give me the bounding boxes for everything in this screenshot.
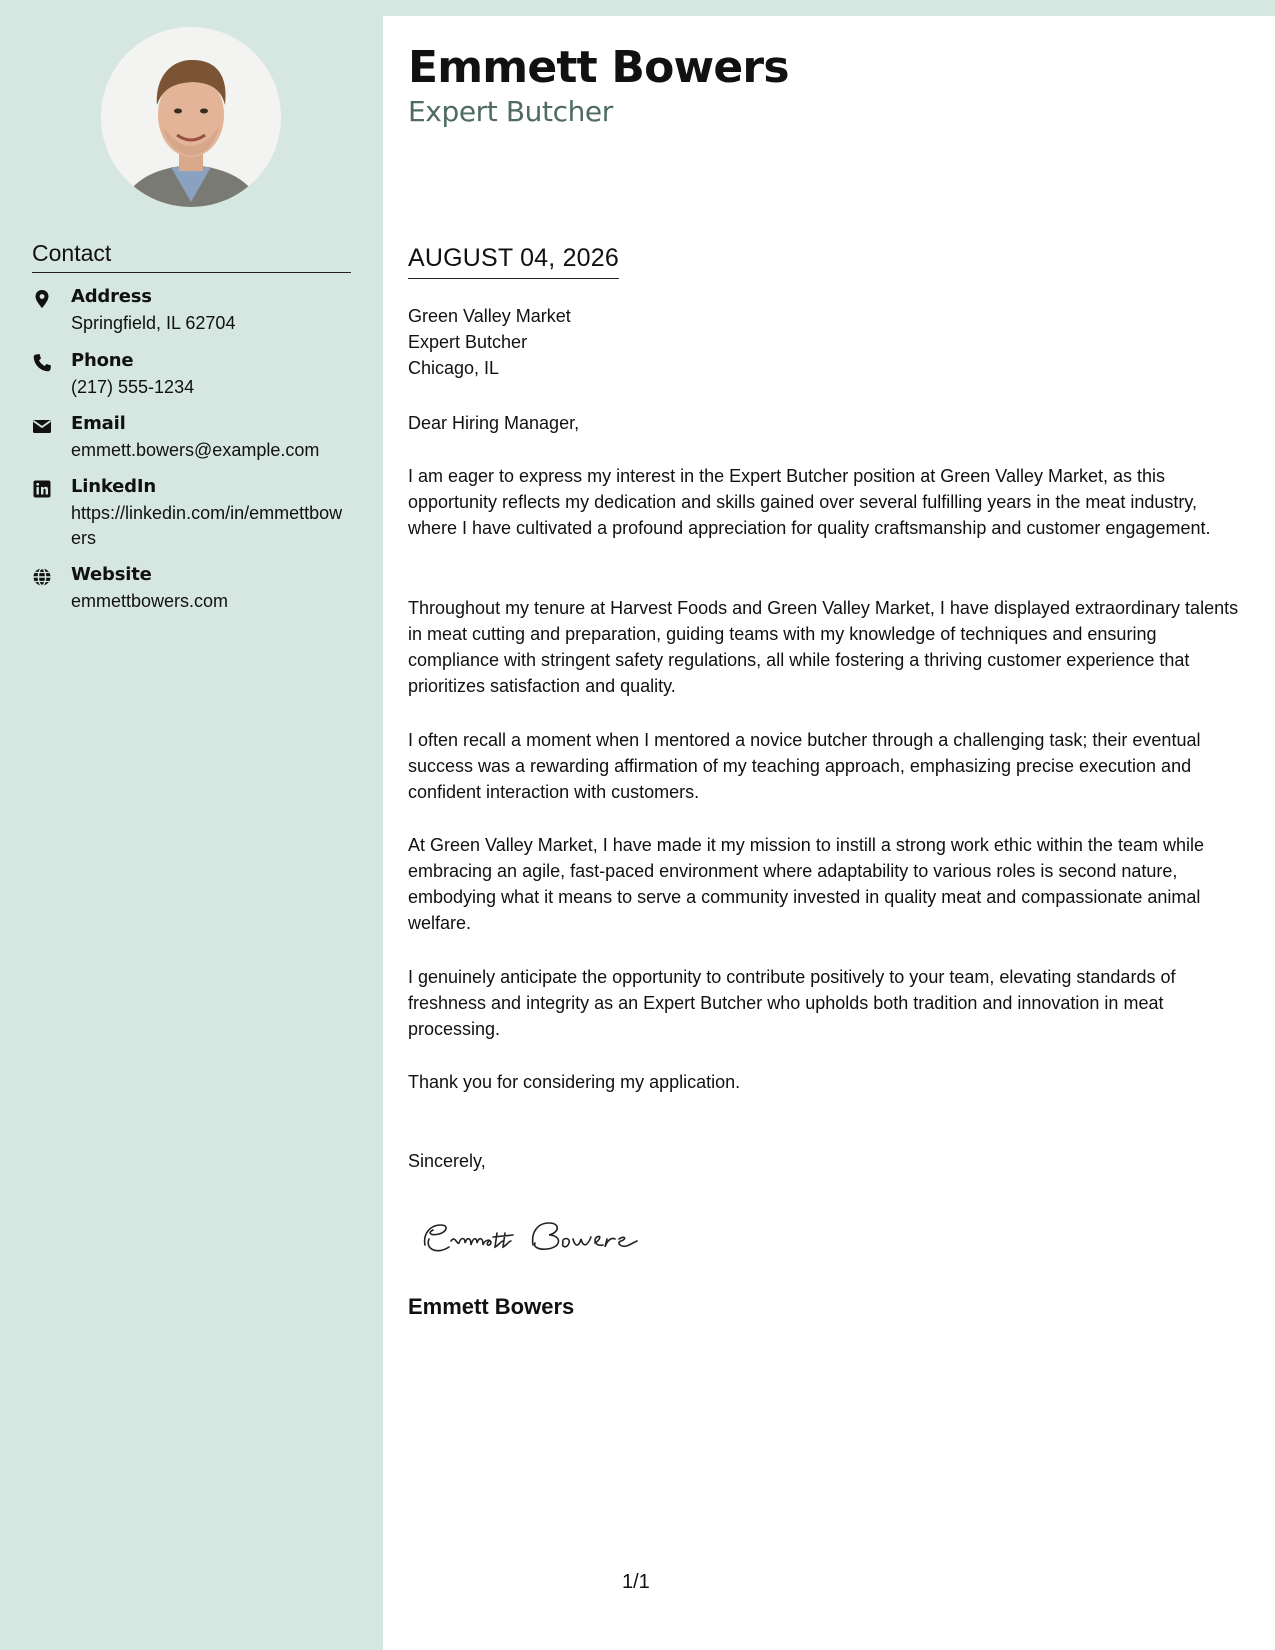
location-pin-icon <box>32 289 52 309</box>
phone-icon <box>32 353 52 373</box>
email-value[interactable]: emmett.bowers@example.com <box>71 440 320 460</box>
paragraph: At Green Valley Market, I have made it my mission to instill a strong work ethic within the team while embracing an agile, fast-paced environment where adaptability to various roles is second nature, embodying what it means to serve a community invested in quality meat and compassionate animal welfare. <box>408 835 1204 933</box>
email-label: Email <box>71 413 126 434</box>
applicant-name: Emmett Bowers <box>408 42 789 93</box>
contact-address <box>32 286 352 336</box>
paragraph: I am eager to express my interest in the Expert Butcher position at Green Valley Market, as this opportunity reflects my dedication and skills gained over several fulfilling years in the meat industry, where I have cultivated a profound appreciation for quality craftsmanship and customer engagement. <box>408 466 1211 538</box>
contact-website <box>32 564 352 614</box>
envelope-icon <box>32 416 52 436</box>
globe-icon <box>32 567 52 587</box>
profile-photo <box>101 27 281 207</box>
phone-label: Phone <box>71 350 134 371</box>
contact-email <box>32 413 352 463</box>
contact-phone <box>32 350 352 400</box>
letter-date: AUGUST 04, 2026 <box>408 244 619 279</box>
salutation: Dear Hiring Manager, <box>408 413 580 433</box>
signed-name: Emmett Bowers <box>408 1294 575 1319</box>
address-value: Springfield, IL 62704 <box>71 313 236 333</box>
address-label: Address <box>71 286 152 307</box>
contact-heading: Contact <box>32 240 351 273</box>
website-value[interactable]: emmettbowers.com <box>71 591 229 611</box>
linkedin-value[interactable]: https://linkedin.com/in/emmettbowers <box>71 503 343 548</box>
website-label: Website <box>71 564 152 585</box>
applicant-title: Expert Butcher <box>408 95 613 128</box>
recipient-location: Chicago, IL <box>408 358 500 378</box>
paragraph: Thank you for considering my application. <box>408 1072 741 1092</box>
phone-value: (217) 555-1234 <box>71 377 195 397</box>
linkedin-label: LinkedIn <box>71 476 156 497</box>
recipient-position: Expert Butcher <box>408 332 528 352</box>
linkedin-icon <box>32 479 52 499</box>
page-number: 1/1 <box>622 1571 650 1593</box>
recipient-block <box>408 303 1248 381</box>
paragraph: I genuinely anticipate the opportunity to contribute positively to your team, elevating standards of freshness and integrity as an Expert Butcher who upholds both tradition and innovation in meat processing. <box>408 967 1176 1039</box>
paragraph: I often recall a moment when I mentored a novice butcher through a challenging task; their eventual success was a rewarding affirmation of my teaching approach, emphasizing precise execution and confident interaction with customers. <box>408 730 1201 802</box>
closing: Sincerely, <box>408 1151 486 1171</box>
paragraph: Throughout my tenure at Harvest Foods and Green Valley Market, I have displayed extraordinary talents in meat cutting and preparation, guiding teams with my knowledge of techniques and ensuring compliance with stringent safety regulations, all while fostering a thriving customer experience that prioritizes satisfaction and quality. <box>408 598 1239 696</box>
recipient-company: Green Valley Market <box>408 306 571 326</box>
handwritten-signature <box>415 1205 665 1265</box>
contact-linkedin <box>32 476 352 551</box>
